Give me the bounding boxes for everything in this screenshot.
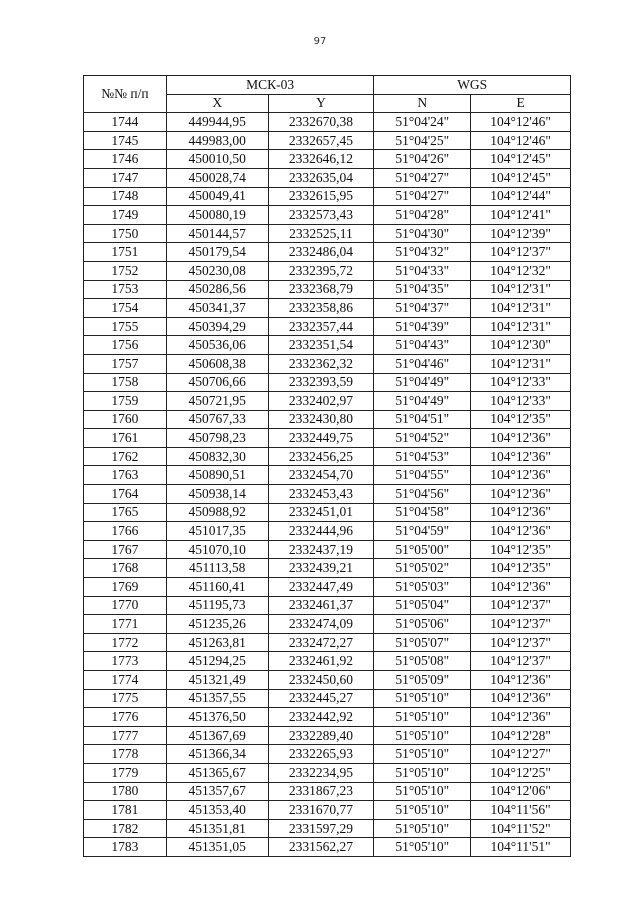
cell-n: 51°04'32" [374, 243, 471, 262]
cell-x: 451357,55 [166, 689, 268, 708]
table-row [84, 633, 571, 652]
cell-e: 104°12'39" [471, 224, 571, 243]
cell-e: 104°12'46" [471, 131, 571, 150]
cell-point-number: 1780 [84, 782, 167, 801]
cell-point-number: 1759 [84, 392, 167, 411]
cell-point-number: 1758 [84, 373, 167, 392]
cell-x: 451321,49 [166, 671, 268, 690]
header-msk-03: МСК-03 [166, 76, 374, 95]
cell-y: 2331597,29 [268, 819, 374, 838]
cell-e: 104°12'35" [471, 540, 571, 559]
cell-n: 51°04'53" [374, 447, 471, 466]
cell-e: 104°12'25" [471, 763, 571, 782]
table-row [84, 503, 571, 522]
cell-e: 104°12'37" [471, 596, 571, 615]
table-row [84, 224, 571, 243]
cell-e: 104°12'37" [471, 615, 571, 634]
table-header [84, 76, 571, 113]
cell-point-number: 1774 [84, 671, 167, 690]
cell-e: 104°12'36" [471, 689, 571, 708]
cell-e: 104°12'36" [471, 578, 571, 597]
cell-y: 2331670,77 [268, 801, 374, 820]
cell-n: 51°05'10" [374, 763, 471, 782]
cell-n: 51°04'27" [374, 187, 471, 206]
cell-y: 2332351,54 [268, 336, 374, 355]
cell-point-number: 1776 [84, 708, 167, 727]
table-row [84, 689, 571, 708]
table-row [84, 354, 571, 373]
table-row [84, 540, 571, 559]
page-number: 97 [313, 36, 327, 47]
cell-point-number: 1781 [84, 801, 167, 820]
cell-e: 104°12'41" [471, 206, 571, 225]
cell-x: 450988,92 [166, 503, 268, 522]
cell-e: 104°12'31" [471, 299, 571, 318]
cell-n: 51°05'06" [374, 615, 471, 634]
cell-e: 104°12'33" [471, 373, 571, 392]
table-row [84, 261, 571, 280]
table-row [84, 485, 571, 504]
cell-y: 2332450,60 [268, 671, 374, 690]
cell-x: 451113,58 [166, 559, 268, 578]
cell-x: 450938,14 [166, 485, 268, 504]
cell-n: 51°05'10" [374, 819, 471, 838]
cell-y: 2332362,32 [268, 354, 374, 373]
cell-y: 2332437,19 [268, 540, 374, 559]
table-row [84, 801, 571, 820]
cell-n: 51°04'27" [374, 168, 471, 187]
cell-x: 451294,25 [166, 652, 268, 671]
cell-point-number: 1773 [84, 652, 167, 671]
cell-e: 104°11'56" [471, 801, 571, 820]
cell-y: 2332454,70 [268, 466, 374, 485]
cell-n: 51°04'30" [374, 224, 471, 243]
cell-e: 104°12'35" [471, 410, 571, 429]
cell-n: 51°05'10" [374, 708, 471, 727]
cell-point-number: 1767 [84, 540, 167, 559]
cell-y: 2332474,09 [268, 615, 374, 634]
cell-y: 2332461,37 [268, 596, 374, 615]
cell-y: 2332358,86 [268, 299, 374, 318]
cell-point-number: 1769 [84, 578, 167, 597]
table-row [84, 671, 571, 690]
cell-x: 450010,50 [166, 150, 268, 169]
cell-x: 451366,34 [166, 745, 268, 764]
cell-n: 51°05'10" [374, 745, 471, 764]
cell-n: 51°05'02" [374, 559, 471, 578]
cell-x: 450721,95 [166, 392, 268, 411]
header-y: Y [268, 94, 374, 113]
cell-e: 104°12'37" [471, 243, 571, 262]
cell-y: 2332357,44 [268, 317, 374, 336]
cell-y: 2332525,11 [268, 224, 374, 243]
cell-point-number: 1782 [84, 819, 167, 838]
cell-e: 104°12'45" [471, 168, 571, 187]
cell-e: 104°12'36" [471, 466, 571, 485]
cell-x: 450608,38 [166, 354, 268, 373]
table-row [84, 429, 571, 448]
table-row [84, 206, 571, 225]
cell-y: 2332289,40 [268, 726, 374, 745]
table-row [84, 131, 571, 150]
table-row [84, 187, 571, 206]
header-e: E [471, 94, 571, 113]
cell-e: 104°12'30" [471, 336, 571, 355]
header-row-groups [84, 76, 571, 95]
cell-point-number: 1764 [84, 485, 167, 504]
cell-x: 449983,00 [166, 131, 268, 150]
table-row [84, 150, 571, 169]
table-row [84, 838, 571, 857]
cell-y: 2332486,04 [268, 243, 374, 262]
cell-point-number: 1763 [84, 466, 167, 485]
cell-point-number: 1771 [84, 615, 167, 634]
cell-point-number: 1756 [84, 336, 167, 355]
cell-point-number: 1777 [84, 726, 167, 745]
table-row [84, 652, 571, 671]
cell-e: 104°11'51" [471, 838, 571, 857]
cell-e: 104°12'32" [471, 261, 571, 280]
cell-y: 2332453,43 [268, 485, 374, 504]
cell-point-number: 1753 [84, 280, 167, 299]
cell-e: 104°12'36" [471, 429, 571, 448]
cell-e: 104°12'36" [471, 447, 571, 466]
coordinates-table [83, 75, 571, 857]
table-row [84, 578, 571, 597]
cell-point-number: 1746 [84, 150, 167, 169]
cell-point-number: 1766 [84, 522, 167, 541]
cell-y: 2332615,95 [268, 187, 374, 206]
table-row [84, 447, 571, 466]
cell-point-number: 1751 [84, 243, 167, 262]
cell-x: 451017,35 [166, 522, 268, 541]
cell-x: 450536,06 [166, 336, 268, 355]
cell-n: 51°04'25" [374, 131, 471, 150]
cell-y: 2332393,59 [268, 373, 374, 392]
table-row [84, 522, 571, 541]
cell-point-number: 1757 [84, 354, 167, 373]
cell-e: 104°12'31" [471, 354, 571, 373]
cell-n: 51°04'43" [374, 336, 471, 355]
cell-point-number: 1775 [84, 689, 167, 708]
cell-x: 451353,40 [166, 801, 268, 820]
cell-y: 2332439,21 [268, 559, 374, 578]
cell-n: 51°04'49" [374, 392, 471, 411]
cell-e: 104°12'36" [471, 522, 571, 541]
cell-n: 51°04'46" [374, 354, 471, 373]
cell-n: 51°04'24" [374, 113, 471, 132]
cell-e: 104°12'44" [471, 187, 571, 206]
cell-n: 51°04'37" [374, 299, 471, 318]
cell-point-number: 1760 [84, 410, 167, 429]
cell-n: 51°05'03" [374, 578, 471, 597]
header-point-number: №№ п/п [84, 76, 167, 113]
cell-n: 51°04'39" [374, 317, 471, 336]
cell-e: 104°12'36" [471, 503, 571, 522]
table-row [84, 596, 571, 615]
cell-point-number: 1750 [84, 224, 167, 243]
cell-point-number: 1755 [84, 317, 167, 336]
cell-point-number: 1761 [84, 429, 167, 448]
cell-x: 450798,23 [166, 429, 268, 448]
cell-x: 450341,37 [166, 299, 268, 318]
cell-x: 451195,73 [166, 596, 268, 615]
cell-point-number: 1748 [84, 187, 167, 206]
cell-n: 51°04'52" [374, 429, 471, 448]
table-row [84, 745, 571, 764]
cell-e: 104°12'45" [471, 150, 571, 169]
cell-e: 104°12'27" [471, 745, 571, 764]
cell-y: 2332456,25 [268, 447, 374, 466]
cell-point-number: 1747 [84, 168, 167, 187]
cell-e: 104°12'31" [471, 280, 571, 299]
table-row [84, 708, 571, 727]
cell-y: 2332368,79 [268, 280, 374, 299]
cell-x: 450230,08 [166, 261, 268, 280]
cell-point-number: 1762 [84, 447, 167, 466]
cell-n: 51°04'59" [374, 522, 471, 541]
table-row [84, 373, 571, 392]
cell-n: 51°04'28" [374, 206, 471, 225]
cell-point-number: 1765 [84, 503, 167, 522]
table-row [84, 168, 571, 187]
table-row [84, 317, 571, 336]
table-row [84, 410, 571, 429]
table-row [84, 299, 571, 318]
cell-point-number: 1768 [84, 559, 167, 578]
table-row [84, 819, 571, 838]
header-x: X [166, 94, 268, 113]
cell-point-number: 1745 [84, 131, 167, 150]
cell-x: 451160,41 [166, 578, 268, 597]
cell-y: 2332657,45 [268, 131, 374, 150]
cell-y: 2331867,23 [268, 782, 374, 801]
cell-n: 51°05'10" [374, 801, 471, 820]
cell-x: 451357,67 [166, 782, 268, 801]
cell-y: 2332265,93 [268, 745, 374, 764]
cell-n: 51°05'10" [374, 689, 471, 708]
cell-x: 450179,54 [166, 243, 268, 262]
cell-x: 450028,74 [166, 168, 268, 187]
cell-e: 104°12'06" [471, 782, 571, 801]
cell-y: 2332402,97 [268, 392, 374, 411]
cell-x: 451351,05 [166, 838, 268, 857]
cell-n: 51°04'26" [374, 150, 471, 169]
cell-n: 51°04'49" [374, 373, 471, 392]
table-body [84, 113, 571, 857]
cell-x: 451235,26 [166, 615, 268, 634]
cell-x: 450286,56 [166, 280, 268, 299]
cell-e: 104°12'35" [471, 559, 571, 578]
cell-n: 51°05'10" [374, 726, 471, 745]
table-row [84, 243, 571, 262]
cell-point-number: 1772 [84, 633, 167, 652]
cell-n: 51°05'09" [374, 671, 471, 690]
cell-x: 451070,10 [166, 540, 268, 559]
cell-x: 449944,95 [166, 113, 268, 132]
cell-e: 104°12'37" [471, 633, 571, 652]
cell-n: 51°04'56" [374, 485, 471, 504]
cell-y: 2332646,12 [268, 150, 374, 169]
table-row [84, 466, 571, 485]
header-wgs: WGS [374, 76, 571, 95]
cell-x: 450832,30 [166, 447, 268, 466]
cell-x: 450706,66 [166, 373, 268, 392]
cell-n: 51°05'08" [374, 652, 471, 671]
cell-y: 2331562,27 [268, 838, 374, 857]
cell-point-number: 1778 [84, 745, 167, 764]
cell-e: 104°12'36" [471, 485, 571, 504]
cell-y: 2332395,72 [268, 261, 374, 280]
cell-e: 104°11'52" [471, 819, 571, 838]
cell-y: 2332430,80 [268, 410, 374, 429]
table-row [84, 392, 571, 411]
cell-y: 2332447,49 [268, 578, 374, 597]
cell-y: 2332472,27 [268, 633, 374, 652]
cell-x: 451263,81 [166, 633, 268, 652]
cell-y: 2332442,92 [268, 708, 374, 727]
cell-e: 104°12'37" [471, 652, 571, 671]
cell-n: 51°04'58" [374, 503, 471, 522]
cell-n: 51°04'35" [374, 280, 471, 299]
table-row [84, 782, 571, 801]
cell-y: 2332573,43 [268, 206, 374, 225]
cell-x: 450767,33 [166, 410, 268, 429]
cell-point-number: 1779 [84, 763, 167, 782]
table-row [84, 726, 571, 745]
cell-y: 2332670,38 [268, 113, 374, 132]
cell-x: 451365,67 [166, 763, 268, 782]
cell-n: 51°05'07" [374, 633, 471, 652]
cell-x: 450890,51 [166, 466, 268, 485]
cell-e: 104°12'33" [471, 392, 571, 411]
cell-y: 2332461,92 [268, 652, 374, 671]
cell-point-number: 1754 [84, 299, 167, 318]
cell-y: 2332449,75 [268, 429, 374, 448]
cell-x: 451376,50 [166, 708, 268, 727]
cell-x: 450144,57 [166, 224, 268, 243]
cell-n: 51°04'51" [374, 410, 471, 429]
cell-e: 104°12'36" [471, 671, 571, 690]
cell-n: 51°05'04" [374, 596, 471, 615]
cell-x: 450049,41 [166, 187, 268, 206]
cell-n: 51°05'10" [374, 782, 471, 801]
cell-e: 104°12'28" [471, 726, 571, 745]
cell-x: 451367,69 [166, 726, 268, 745]
cell-x: 450080,19 [166, 206, 268, 225]
cell-y: 2332451,01 [268, 503, 374, 522]
cell-n: 51°05'10" [374, 838, 471, 857]
cell-y: 2332234,95 [268, 763, 374, 782]
cell-n: 51°04'55" [374, 466, 471, 485]
cell-point-number: 1752 [84, 261, 167, 280]
cell-x: 451351,81 [166, 819, 268, 838]
table-row [84, 559, 571, 578]
cell-n: 51°05'00" [374, 540, 471, 559]
cell-point-number: 1744 [84, 113, 167, 132]
table-row [84, 336, 571, 355]
cell-e: 104°12'36" [471, 708, 571, 727]
table-row [84, 280, 571, 299]
cell-point-number: 1783 [84, 838, 167, 857]
cell-y: 2332445,27 [268, 689, 374, 708]
table-row [84, 113, 571, 132]
cell-y: 2332444,96 [268, 522, 374, 541]
cell-x: 450394,29 [166, 317, 268, 336]
cell-y: 2332635,04 [268, 168, 374, 187]
cell-point-number: 1770 [84, 596, 167, 615]
cell-n: 51°04'33" [374, 261, 471, 280]
cell-e: 104°12'31" [471, 317, 571, 336]
cell-e: 104°12'46" [471, 113, 571, 132]
table-row [84, 615, 571, 634]
cell-point-number: 1749 [84, 206, 167, 225]
header-n: N [374, 94, 471, 113]
table-row [84, 763, 571, 782]
